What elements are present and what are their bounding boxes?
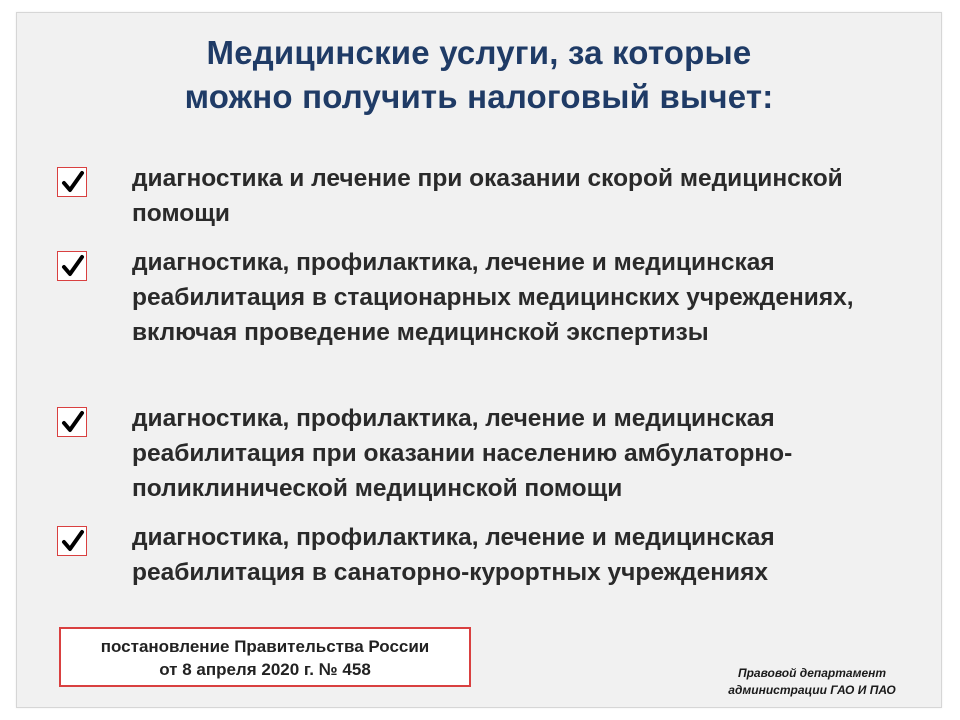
list-item-text: диагностика, профилактика, лечение и медицинская реабилитация в стационарных медицинских учреждениях, включая проведение медицинской экспертизы: [132, 249, 854, 346]
department-line-1: Правовой департамент: [737, 666, 887, 680]
list-item-text: диагностика, профилактика, лечение и медицинская реабилитация в санаторно-курортных учреждениях: [132, 524, 775, 586]
source-note-box: [59, 627, 471, 687]
title-line-2: можно получить налоговый вычет:: [184, 78, 774, 115]
list-item-text: диагностика и лечение при оказании скорой медицинской помощи: [132, 165, 843, 227]
checked-checkbox-icon: [57, 526, 87, 556]
department-line-2: администрации ГАО И ПАО: [728, 683, 896, 697]
source-note-line-2: от 8 апреля 2020 г. № 458: [159, 660, 371, 679]
list-item-text: диагностика, профилактика, лечение и медицинская реабилитация при оказании населению амбулаторно-поликлинической медицинской помощи: [132, 405, 793, 502]
slide: [16, 12, 942, 708]
checked-checkbox-icon: [57, 251, 87, 281]
department-credit: [697, 665, 927, 699]
checked-checkbox-icon: [57, 167, 87, 197]
source-note-line-1: постановление Правительства России: [100, 637, 430, 656]
page-title: [17, 31, 941, 119]
title-line-1: Медицинские услуги, за которые: [206, 34, 752, 71]
checked-checkbox-icon: [57, 407, 87, 437]
